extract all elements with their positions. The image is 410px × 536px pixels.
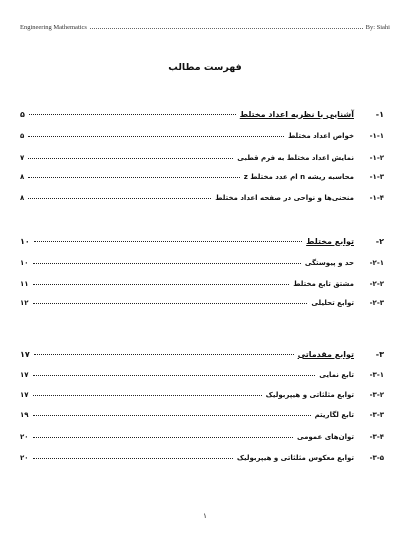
toc-entry[interactable] <box>20 278 390 290</box>
toc-entry[interactable] <box>20 130 390 142</box>
entry-number: ٢-٢- <box>369 280 384 288</box>
entry-page: ٨ <box>20 173 25 181</box>
entry-title: توان‌های عمومی <box>296 433 354 441</box>
entry-number: ٣-١- <box>369 173 384 181</box>
page-number: ١ <box>203 512 207 520</box>
entry-number: ١- <box>375 109 384 119</box>
entry-number: ۴-١- <box>369 194 384 202</box>
dot-leader <box>33 395 262 396</box>
header-right: By: Siahi <box>365 24 390 31</box>
entry-page: ١١ <box>20 280 29 288</box>
toc-entry[interactable] <box>20 108 390 120</box>
entry-page: ٧ <box>20 154 25 162</box>
dot-leader <box>33 375 316 376</box>
toc-entry[interactable] <box>20 452 390 464</box>
entry-number: ١-٢- <box>369 259 384 267</box>
entry-number: ٢-١- <box>369 154 384 162</box>
dot-leader <box>33 415 311 416</box>
entry-number: ١-٣- <box>369 371 384 379</box>
entry-number: ٢-٣- <box>369 391 384 399</box>
dot-leader <box>33 263 301 264</box>
toc-entry[interactable] <box>20 192 390 204</box>
entry-title: تابع نمایی <box>319 371 354 379</box>
header-dotted-line <box>90 27 363 29</box>
dot-leader <box>28 198 211 199</box>
entry-page: ١٠ <box>20 236 30 246</box>
dot-leader <box>33 303 308 304</box>
dot-leader <box>29 114 236 115</box>
running-header <box>20 24 390 31</box>
entry-page: ١٩ <box>20 411 29 419</box>
toc-entry[interactable] <box>20 431 390 443</box>
toc-entry[interactable] <box>20 257 390 269</box>
entry-page: ٢٠ <box>20 433 29 441</box>
dot-leader <box>28 177 239 178</box>
toc-entry[interactable] <box>20 389 390 401</box>
entry-number: ١-١- <box>369 132 384 140</box>
entry-title: آشنایی با نظریه اعداد مختلط <box>239 109 354 119</box>
entry-title: توابع مثلثاتی و هیپربولیک <box>265 391 354 399</box>
toc-entry[interactable] <box>20 171 390 183</box>
entry-title: محاسبه ریشه n ام عدد مختلط z <box>243 173 354 181</box>
dot-leader <box>33 437 293 438</box>
toc-entry[interactable] <box>20 348 390 360</box>
entry-number: ٣-٣- <box>369 411 384 419</box>
entry-title: منحنی‌ها و نواحی در صفحه اعداد مختلط <box>215 194 354 202</box>
entry-page: ١٧ <box>20 391 29 399</box>
entry-page: ١٠ <box>20 259 29 267</box>
toc-entry[interactable] <box>20 297 390 309</box>
toc-entry[interactable] <box>20 235 390 247</box>
dot-leader <box>34 354 294 355</box>
entry-title: تابع لگاریتم <box>314 411 354 419</box>
toc-title: فهرست مطالب <box>168 62 242 73</box>
header-left: Engineering Mathematics <box>20 24 87 31</box>
dot-leader <box>33 458 233 459</box>
toc-entry[interactable] <box>20 369 390 381</box>
entry-number: ٢- <box>375 236 384 246</box>
entry-number: ٣-٢- <box>369 299 384 307</box>
entry-title: مشتق تابع مختلط <box>293 280 354 288</box>
entry-page: ١٧ <box>20 371 29 379</box>
entry-title: توابع مقدماتی <box>297 349 354 359</box>
entry-page: ٨ <box>20 194 25 202</box>
entry-title: توابع تحلیلی <box>311 299 354 307</box>
entry-page: ١٢ <box>20 299 29 307</box>
dot-leader <box>28 158 233 159</box>
entry-page: ۵ <box>20 109 25 119</box>
toc-entry[interactable] <box>20 152 390 164</box>
entry-number: ۴-٣- <box>369 433 384 441</box>
entry-number: ٣- <box>375 349 384 359</box>
entry-title: توابع مختلط <box>306 236 354 246</box>
entry-page: ١٧ <box>20 349 30 359</box>
entry-page: ۵ <box>20 132 25 140</box>
dot-leader <box>33 284 290 285</box>
entry-title: توابع معکوس مثلثاتی و هیپربولیک <box>236 454 354 462</box>
dot-leader <box>28 136 284 137</box>
dot-leader <box>34 241 302 242</box>
entry-title: حد و پیوستگی <box>304 259 354 267</box>
entry-title: نمایش اعداد مختلط به فرم قطبی <box>237 154 354 162</box>
toc-entry[interactable] <box>20 409 390 421</box>
entry-number: ۵-٣- <box>369 454 384 462</box>
entry-title: خواص اعداد مختلط <box>288 132 354 140</box>
entry-page: ٢٠ <box>20 454 29 462</box>
